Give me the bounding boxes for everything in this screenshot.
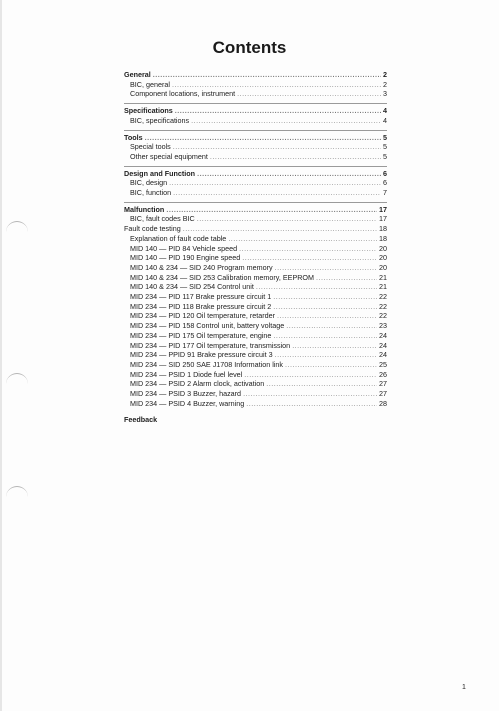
toc-entry-label: BIC, specifications <box>130 115 190 125</box>
toc-entry[interactable] <box>124 253 387 263</box>
toc-entry[interactable] <box>124 244 387 254</box>
toc-entry-page: 28 <box>379 398 387 408</box>
toc-entry-label: MID 140 & 234 — SID 254 Control unit <box>130 282 254 292</box>
toc-entry-label: Fault code testing <box>124 224 181 234</box>
toc-entry[interactable] <box>124 282 387 292</box>
toc-entry-page: 20 <box>379 243 387 253</box>
toc-entry-label: Explanation of fault code table <box>130 233 227 243</box>
feedback-heading[interactable]: Feedback <box>124 414 158 424</box>
toc-entry[interactable] <box>124 341 387 351</box>
dot-leader <box>286 321 377 331</box>
toc-entry-page: 22 <box>379 301 387 311</box>
toc-entry[interactable] <box>124 331 387 341</box>
toc-entry-label: MID 234 — PID 158 Control unit, battery voltage <box>130 321 285 331</box>
toc-entry-page: 24 <box>379 340 387 350</box>
toc-entry-label: BIC, general <box>130 79 170 89</box>
toc-section <box>124 103 387 125</box>
table-of-contents <box>124 70 387 424</box>
toc-entry-page: 18 <box>379 233 387 243</box>
toc-entry-page: 21 <box>379 282 387 292</box>
toc-entry[interactable] <box>124 360 387 370</box>
toc-entry-label: Malfunction <box>124 204 165 214</box>
dot-leader <box>191 116 381 126</box>
toc-entry[interactable] <box>124 224 387 234</box>
dot-leader <box>275 263 377 273</box>
toc-entry-label: MID 234 — PID 175 Oil temperature, engine <box>130 330 272 340</box>
toc-entry-label: Special tools <box>130 142 171 152</box>
toc-entry-page: 2 <box>383 79 387 89</box>
dot-leader <box>292 341 377 351</box>
toc-entry[interactable] <box>124 152 387 162</box>
toc-entry-page: 25 <box>379 359 387 369</box>
page-number: 1 <box>462 684 466 691</box>
toc-entry-page: 27 <box>379 389 387 399</box>
toc-entry-label: MID 234 — SID 250 SAE J1708 Information link <box>130 359 284 369</box>
dot-leader <box>256 282 377 292</box>
toc-entry-label: Specifications <box>124 106 173 116</box>
toc-entry-label: MID 234 — PID 120 Oil temperature, retarder <box>130 311 276 321</box>
toc-entry[interactable] <box>124 188 387 198</box>
toc-entry-label: BIC, fault codes BIC <box>130 214 195 224</box>
toc-entry-label: MID 234 — PSID 4 Buzzer, warning <box>130 398 245 408</box>
toc-entry-page: 21 <box>379 272 387 282</box>
toc-entry-label: MID 234 — PSID 2 Alarm clock, activation <box>130 379 265 389</box>
toc-entry-page: 17 <box>379 214 387 224</box>
toc-entry-page: 4 <box>383 115 387 125</box>
toc-entry[interactable] <box>124 389 387 399</box>
toc-entry-label: Component locations, instrument <box>130 89 236 99</box>
toc-entry-page: 4 <box>383 106 387 116</box>
dot-leader <box>239 244 377 254</box>
toc-section-heading[interactable] <box>124 205 387 215</box>
toc-entry-page: 20 <box>379 253 387 263</box>
toc-entry-page: 18 <box>379 224 387 234</box>
toc-entry[interactable] <box>124 370 387 380</box>
toc-entry-label: MID 140 — PID 190 Engine speed <box>130 253 241 263</box>
dot-leader <box>242 253 377 263</box>
toc-section <box>124 70 387 99</box>
dot-leader <box>237 89 381 99</box>
toc-entry[interactable] <box>124 292 387 302</box>
toc-entry-label: BIC, design <box>130 178 168 188</box>
toc-entry-label: MID 234 — PSID 1 Diode fuel level <box>130 369 243 379</box>
toc-entry-label: Other special equipment <box>130 151 208 161</box>
toc-entry-page: 24 <box>379 350 387 360</box>
dot-leader <box>169 178 381 188</box>
toc-entry[interactable] <box>124 399 387 409</box>
dot-leader <box>244 370 377 380</box>
toc-entry[interactable] <box>124 350 387 360</box>
toc-entry-page: 23 <box>379 321 387 331</box>
toc-entry-label: Design and Function <box>124 168 196 178</box>
toc-entry-label: MID 234 — PID 177 Oil temperature, transmission <box>130 340 291 350</box>
toc-entry[interactable] <box>124 142 387 152</box>
toc-entry[interactable] <box>124 273 387 283</box>
toc-entry-page: 22 <box>379 311 387 321</box>
dot-leader <box>197 169 381 179</box>
toc-entry-page: 5 <box>383 151 387 161</box>
toc-entry-label: Tools <box>124 132 143 142</box>
toc-entry[interactable] <box>124 178 387 188</box>
dot-leader <box>153 70 381 80</box>
toc-entry-page: 26 <box>379 369 387 379</box>
toc-section-heading[interactable] <box>124 169 387 179</box>
toc-entry-page: 27 <box>379 379 387 389</box>
toc-entry[interactable] <box>124 379 387 389</box>
dot-leader <box>273 302 377 312</box>
toc-entry-label: MID 234 — PPID 91 Brake pressure circuit 3 <box>130 350 273 360</box>
toc-entry-page: 6 <box>383 168 387 178</box>
toc-entry[interactable] <box>124 263 387 273</box>
dot-leader <box>277 311 377 321</box>
dot-leader <box>266 379 377 389</box>
toc-entry-page: 20 <box>379 262 387 272</box>
toc-entry-label: General <box>124 70 151 79</box>
toc-entry-page: 2 <box>383 70 387 79</box>
toc-entry-page: 5 <box>383 132 387 142</box>
dot-leader <box>275 350 377 360</box>
toc-entry-label: MID 140 — PID 84 Vehicle speed <box>130 243 238 253</box>
dot-leader <box>228 234 377 244</box>
toc-entry-label: MID 234 — PID 117 Brake pressure circuit 1 <box>130 292 272 302</box>
dot-leader <box>273 331 377 341</box>
toc-section <box>124 130 387 162</box>
dot-leader <box>210 152 381 162</box>
toc-entry-page: 17 <box>379 204 387 214</box>
dot-leader <box>273 292 377 302</box>
toc-section-heading[interactable] <box>124 133 387 143</box>
toc-entry-page: 24 <box>379 330 387 340</box>
toc-entry[interactable] <box>124 116 387 126</box>
toc-section <box>124 202 387 409</box>
toc-entry-page: 6 <box>383 178 387 188</box>
toc-entry[interactable] <box>124 302 387 312</box>
dot-leader <box>172 80 381 90</box>
toc-entry[interactable] <box>124 311 387 321</box>
toc-entry-label: MID 234 — PSID 3 Buzzer, hazard <box>130 389 242 399</box>
page-edge <box>0 0 2 711</box>
toc-entry-label: MID 140 & 234 — SID 240 Program memory <box>130 262 273 272</box>
binder-hole-mark <box>6 486 28 501</box>
toc-entry[interactable] <box>124 89 387 99</box>
dot-leader <box>285 360 377 370</box>
page-title: Contents <box>212 38 287 57</box>
toc-entry-label: MID 234 — PID 118 Brake pressure circuit 2 <box>130 301 272 311</box>
toc-section-heading[interactable] <box>124 70 387 80</box>
dot-leader <box>183 224 377 234</box>
dot-leader <box>243 389 377 399</box>
toc-entry-label: BIC, function <box>130 188 172 198</box>
dot-leader <box>166 205 377 215</box>
dot-leader <box>173 142 381 152</box>
toc-entry-page: 7 <box>383 188 387 198</box>
toc-section-heading[interactable] <box>124 106 387 116</box>
dot-leader <box>246 399 377 409</box>
toc-entry[interactable] <box>124 321 387 331</box>
binder-hole-mark <box>6 221 28 236</box>
toc-entry-page: 3 <box>383 89 387 99</box>
toc-entry[interactable] <box>124 80 387 90</box>
dot-leader <box>145 133 381 143</box>
toc-section <box>124 166 387 198</box>
dot-leader <box>197 214 377 224</box>
dot-leader <box>175 106 381 116</box>
toc-entry[interactable] <box>124 234 387 244</box>
dot-leader <box>316 273 377 283</box>
toc-entry-page: 22 <box>379 292 387 302</box>
toc-entry[interactable] <box>124 214 387 224</box>
dot-leader <box>173 188 381 198</box>
toc-entry-page: 5 <box>383 142 387 152</box>
binder-hole-mark <box>6 373 28 388</box>
toc-entry-label: MID 140 & 234 — SID 253 Calibration memory, EEPROM <box>130 272 315 282</box>
